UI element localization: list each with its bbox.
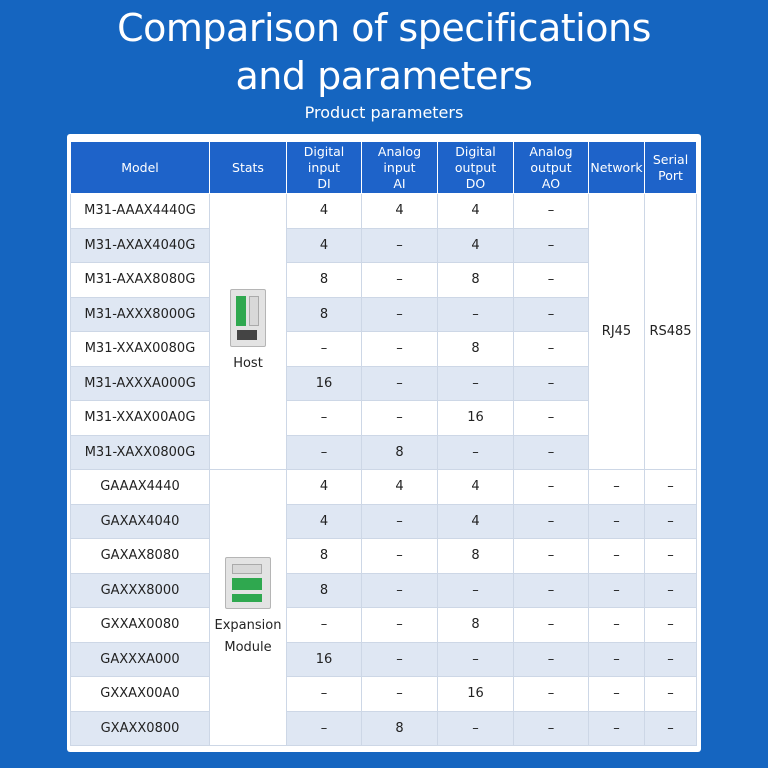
cell-ser: – <box>645 539 697 574</box>
model-cell: M31-XAXX0800G <box>71 435 210 470</box>
cell-di: 16 <box>287 642 362 677</box>
cell-ao: – <box>514 332 589 367</box>
header-ai: Analog input AI <box>362 142 438 194</box>
cell-net: – <box>589 470 645 505</box>
cell-ao: – <box>514 401 589 436</box>
cell-do: – <box>438 642 514 677</box>
cell-ser: – <box>645 573 697 608</box>
model-cell: GAAAX4440 <box>71 470 210 505</box>
cell-do: 4 <box>438 470 514 505</box>
cell-ai: – <box>362 573 438 608</box>
table-row <box>71 711 697 746</box>
cell-ao: – <box>514 366 589 401</box>
cell-do: 4 <box>438 194 514 229</box>
cell-ai: – <box>362 297 438 332</box>
spec-table-card <box>67 134 701 752</box>
cell-do: 16 <box>438 401 514 436</box>
cell-net: – <box>589 608 645 643</box>
cell-di: – <box>287 332 362 367</box>
model-cell: GXXAX00A0 <box>71 677 210 712</box>
cell-do: 16 <box>438 677 514 712</box>
cell-di: 4 <box>287 504 362 539</box>
cell-net: – <box>589 539 645 574</box>
cell-do: 8 <box>438 263 514 298</box>
cell-do: 8 <box>438 332 514 367</box>
cell-do: – <box>438 711 514 746</box>
header-di: Digital input DI <box>287 142 362 194</box>
cell-ao: – <box>514 711 589 746</box>
cell-ao: – <box>514 539 589 574</box>
cell-di: – <box>287 677 362 712</box>
model-cell: GAXXX8000 <box>71 573 210 608</box>
cell-di: 8 <box>287 297 362 332</box>
table-row <box>71 642 697 677</box>
header-model: Model <box>71 142 210 194</box>
title-line-2: and parameters <box>235 54 533 98</box>
cell-ai: 4 <box>362 470 438 505</box>
stats-cell-expansion <box>210 470 287 746</box>
cell-do: 8 <box>438 539 514 574</box>
cell-di: 8 <box>287 539 362 574</box>
cell-ao: – <box>514 228 589 263</box>
host-device-image <box>230 289 266 347</box>
cell-di: 8 <box>287 263 362 298</box>
cell-ao: – <box>514 642 589 677</box>
header-stats: Stats <box>210 142 287 194</box>
cell-net: – <box>589 642 645 677</box>
header-ao: Analog output AO <box>514 142 589 194</box>
header-network: Network <box>589 142 645 194</box>
cell-net: – <box>589 711 645 746</box>
cell-ai: – <box>362 608 438 643</box>
table-row <box>71 194 697 229</box>
model-cell: M31-AXXXA000G <box>71 366 210 401</box>
cell-di: 4 <box>287 228 362 263</box>
cell-ai: – <box>362 642 438 677</box>
cell-ao: – <box>514 470 589 505</box>
cell-ser: – <box>645 470 697 505</box>
cell-ai: – <box>362 332 438 367</box>
cell-ai: – <box>362 677 438 712</box>
cell-di: 8 <box>287 573 362 608</box>
cell-do: – <box>438 435 514 470</box>
cell-ai: 8 <box>362 435 438 470</box>
cell-do: – <box>438 573 514 608</box>
cell-net: – <box>589 504 645 539</box>
cell-net: – <box>589 677 645 712</box>
cell-ser: – <box>645 711 697 746</box>
page-title <box>0 4 768 100</box>
cell-ao: – <box>514 677 589 712</box>
expansion-device-image <box>225 557 271 609</box>
table-row <box>71 608 697 643</box>
host-label: Host <box>233 355 263 371</box>
model-cell: GAXAX8080 <box>71 539 210 574</box>
table-row <box>71 677 697 712</box>
expansion-label-line-1: Expansion <box>214 617 282 633</box>
model-cell: M31-AXAX4040G <box>71 228 210 263</box>
cell-ao: – <box>514 297 589 332</box>
model-cell: M31-XXAX0080G <box>71 332 210 367</box>
cell-ao: – <box>514 608 589 643</box>
model-cell: M31-AXAX8080G <box>71 263 210 298</box>
cell-do: 8 <box>438 608 514 643</box>
cell-do: 4 <box>438 228 514 263</box>
cell-do: – <box>438 297 514 332</box>
cell-ai: – <box>362 366 438 401</box>
model-cell: GAXAX4040 <box>71 504 210 539</box>
serial-cell-host: RS485 <box>645 194 697 470</box>
model-cell: GXXAX0080 <box>71 608 210 643</box>
cell-di: – <box>287 711 362 746</box>
spec-table <box>70 141 697 746</box>
header-do: Digital output DO <box>438 142 514 194</box>
page-subtitle: Product parameters <box>304 103 464 122</box>
model-cell: M31-AXXX8000G <box>71 297 210 332</box>
cell-di: 16 <box>287 366 362 401</box>
cell-ai: 4 <box>362 194 438 229</box>
model-cell: GAXXXA000 <box>71 642 210 677</box>
model-cell: GXAXX0800 <box>71 711 210 746</box>
table-row <box>71 504 697 539</box>
model-cell: M31-XXAX00A0G <box>71 401 210 436</box>
cell-ai: 8 <box>362 711 438 746</box>
cell-ao: – <box>514 194 589 229</box>
cell-di: – <box>287 435 362 470</box>
cell-di: – <box>287 401 362 436</box>
cell-ai: – <box>362 263 438 298</box>
cell-do: – <box>438 366 514 401</box>
expansion-label-line-2: Module <box>224 639 272 655</box>
model-cell: M31-AAAX4440G <box>71 194 210 229</box>
cell-ai: – <box>362 401 438 436</box>
cell-ai: – <box>362 504 438 539</box>
table-row <box>71 470 697 505</box>
cell-ai: – <box>362 228 438 263</box>
cell-di: – <box>287 608 362 643</box>
table-row <box>71 539 697 574</box>
header-serial: Serial Port <box>645 142 697 194</box>
network-cell-host: RJ45 <box>589 194 645 470</box>
title-line-1: Comparison of specifications <box>117 6 651 50</box>
cell-ser: – <box>645 504 697 539</box>
stats-cell-host <box>210 194 287 470</box>
header-row <box>71 142 697 194</box>
cell-di: 4 <box>287 470 362 505</box>
spec-table-body <box>71 194 697 746</box>
cell-do: 4 <box>438 504 514 539</box>
cell-di: 4 <box>287 194 362 229</box>
cell-ser: – <box>645 677 697 712</box>
cell-ao: – <box>514 263 589 298</box>
cell-ai: – <box>362 539 438 574</box>
cell-ao: – <box>514 435 589 470</box>
cell-ao: – <box>514 504 589 539</box>
cell-ao: – <box>514 573 589 608</box>
cell-ser: – <box>645 642 697 677</box>
cell-ser: – <box>645 608 697 643</box>
table-row <box>71 573 697 608</box>
cell-net: – <box>589 573 645 608</box>
